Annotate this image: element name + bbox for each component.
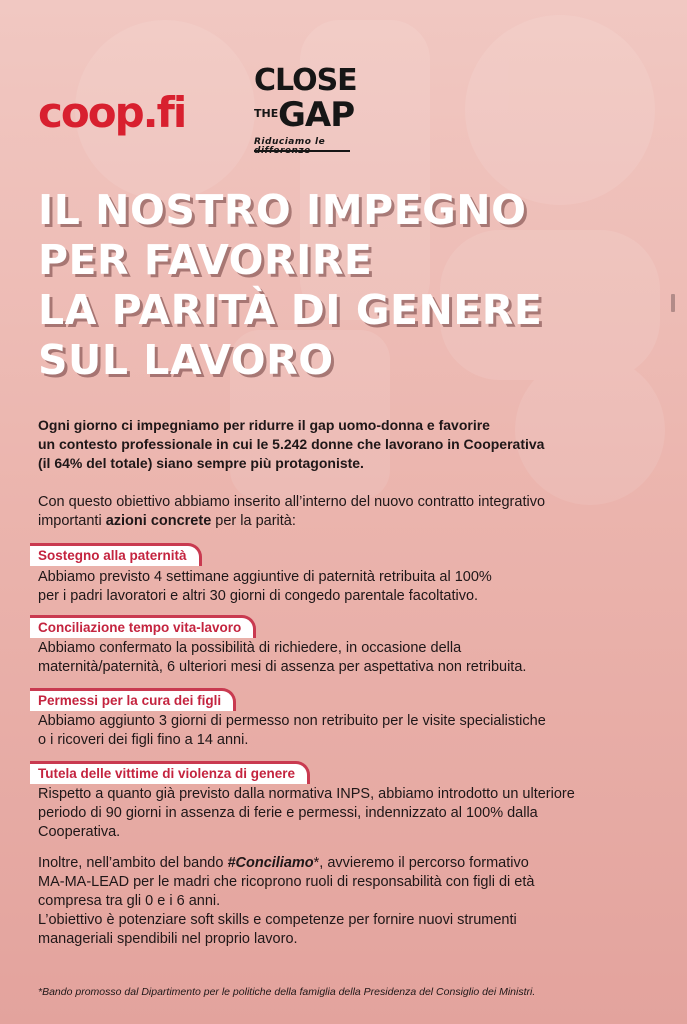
section-body-line: periodo di 90 giorni in assenza di ferie e permessi, indennizzato al 100% dalla [38, 805, 538, 821]
objective-line: Con questo obiettivo abbiamo inserito all’interno del nuovo contratto integrativo [38, 494, 546, 510]
section-body-line: maternità/paternità, 6 ulteriori mesi di assenza per aspettativa non retribuita. [38, 659, 527, 675]
close-the-gap-tagline: Riduciamo le [254, 137, 326, 147]
close-the-gap-logo-gap: GAP [278, 95, 355, 135]
closing-line: compresa tra gli 0 e i 6 anni. [38, 893, 221, 909]
intro-line: Ogni giorno ci impegniamo per ridurre il gap uomo-donna e favorire [38, 417, 490, 433]
headline-line: SUL LAVORO [38, 336, 334, 384]
section-body-line: o i ricoveri dei figli fino a 14 anni. [38, 732, 249, 748]
objective-text: importanti [38, 513, 106, 529]
section-body-paternita [38, 568, 658, 606]
close-the-gap-logo [250, 64, 360, 159]
closing-text: Inoltre, nell’ambito del bando [38, 855, 228, 871]
objective-highlight: azioni concrete [105, 513, 212, 529]
section-body-line: per i padri lavoratori e altri 30 giorni di congedo parentale facoltativo. [38, 588, 479, 604]
section-body-line: Rispetto a quanto già previsto dalla normativa INPS, abbiamo introdotto un ulteriore [38, 786, 575, 802]
intro-line: (il 64% del totale) siano sempre più protagoniste. [38, 455, 364, 471]
closing-line: manageriali spendibili nel proprio lavoro. [38, 931, 298, 947]
objective-text: per la parità: [211, 513, 296, 529]
coop-fi-logo: coop.fi [38, 88, 186, 137]
conciliamo-hashtag: #Conciliamo [227, 855, 314, 871]
headline [38, 185, 658, 385]
section-body-violenza [38, 785, 658, 842]
close-the-gap-logo-close: CLOSE [254, 63, 357, 98]
section-body-line: Abbiamo confermato la possibilità di richiedere, in occasione della [38, 640, 462, 656]
section-body-permessi [38, 712, 658, 750]
close-the-gap-underline [254, 150, 350, 152]
headline-line: IL NOSTRO IMPEGNO [38, 186, 527, 234]
section-body-conciliazione [38, 639, 658, 677]
section-title-paternita: Sostegno alla paternità [30, 543, 202, 566]
section-title-violenza: Tutela delle vittime di violenza di genere [30, 761, 310, 784]
section-body-line: Abbiamo aggiunto 3 giorni di permesso non retribuito per le visite specialistiche [38, 713, 546, 729]
close-the-gap-logo-the: THE [254, 107, 279, 120]
objective-line [38, 512, 648, 531]
headline-line: LA PARITÀ DI GENERE [38, 286, 543, 334]
footnote: *Bando promosso dal Dipartimento per le politiche della famiglia della Presidenza del Consiglio dei Ministri. [38, 986, 536, 998]
side-print-mark [671, 294, 675, 312]
section-body-line: Cooperativa. [38, 824, 121, 840]
intro-paragraph [38, 416, 648, 473]
objective-paragraph [38, 493, 648, 531]
intro-line: un contesto professionale in cui le 5.242 donne che lavorano in Cooperativa [38, 436, 545, 452]
headline-line: PER FAVORIRE [38, 236, 373, 284]
closing-line [38, 854, 658, 873]
section-title-conciliazione: Conciliazione tempo vita-lavoro [30, 615, 256, 638]
closing-line: L’obiettivo è potenziare soft skills e competenze per fornire nuovi strumenti [38, 912, 517, 928]
section-body-line: Abbiamo previsto 4 settimane aggiuntive di paternità retribuita al 100% [38, 569, 492, 585]
section-title-permessi: Permessi per la cura dei figli [30, 688, 236, 711]
closing-text: *, avvieremo il percorso formativo [313, 855, 529, 871]
closing-paragraph [38, 854, 658, 949]
closing-line: MA-MA-LEAD per le madri che ricoprono ruoli di responsabilità con figli di età [38, 874, 535, 890]
